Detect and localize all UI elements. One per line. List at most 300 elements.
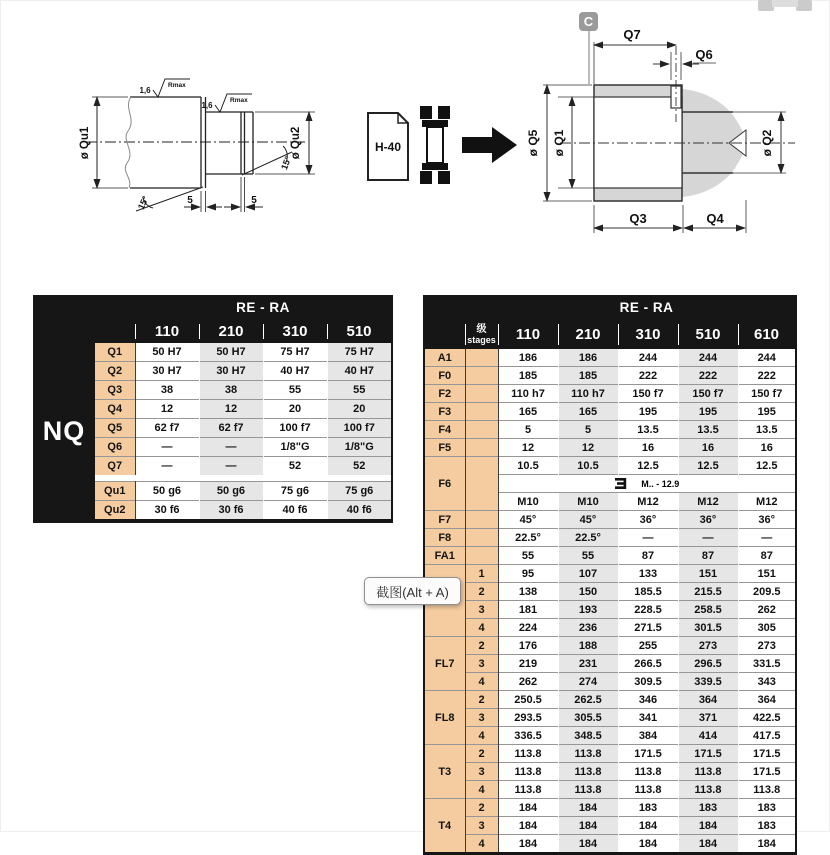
h40-document-icon [368,113,408,180]
value-cell: 75 H7 [327,343,391,362]
value-cell: 110 h7 [498,385,558,403]
value-cell: — [199,457,263,476]
value-cell: 222 [618,367,678,385]
value-cell: 224 [498,619,558,637]
table-row [425,439,795,457]
row-label: F7 [425,511,465,529]
row-label: Q7 [95,457,135,476]
table-row [425,583,795,601]
stages-header-cn: 级 [476,323,487,335]
clipped-coupling-icon [758,0,812,11]
value-cell: 414 [678,727,738,745]
left-data-table [95,295,391,519]
value-cell: 185 [558,367,618,385]
value-cell: 171.5 [618,745,678,763]
value-cell: 12.5 [678,457,738,475]
value-cell: 183 [738,817,795,835]
value-cell: 20 [327,400,391,419]
value-cell: 40 f6 [327,501,391,520]
value-cell: 165 [498,403,558,421]
h40-label: H-40 [374,140,402,154]
value-cell: 113.8 [498,745,558,763]
value-cell: 331.5 [738,655,795,673]
roughness-suffix: Rmax [230,97,248,104]
column-header: 210 [199,320,263,343]
table-row [425,835,795,853]
stage-number-cell: 4 [465,727,498,745]
table-title-row [425,295,795,320]
value-cell: — [678,529,738,547]
table-row [425,349,795,367]
value-cell: 184 [558,799,618,817]
value-cell: 185.5 [618,583,678,601]
stage-cell [465,349,498,367]
value-cell: 40 H7 [327,362,391,381]
row-label: Q5 [95,419,135,438]
column-header: 310 [263,320,327,343]
table-row [425,637,795,655]
table-row [95,457,391,476]
value-cell: 184 [678,817,738,835]
value-cell: 62 f7 [135,419,199,438]
value-cell: 40 f6 [263,501,327,520]
value-cell: 38 [135,381,199,400]
row-label: Qu1 [95,482,135,501]
dim-q4-label: Q4 [706,211,724,226]
row-label: F4 [425,421,465,439]
value-cell: 266.5 [618,655,678,673]
stage-number-cell: 4 [465,619,498,637]
value-cell: 339.5 [678,673,738,691]
value-cell: 107 [558,565,618,583]
stage-number-cell: 2 [465,583,498,601]
value-cell: 341 [618,709,678,727]
stage-cell [465,367,498,385]
stage-cell [465,547,498,565]
value-cell: 186 [558,349,618,367]
stage-number-cell: 4 [465,835,498,853]
row-label: Q2 [95,362,135,381]
value-cell: 30 f6 [199,501,263,520]
column-header: 610 [738,320,795,349]
value-cell: 309.5 [618,673,678,691]
value-cell: 293.5 [498,709,558,727]
row-label: F3 [425,403,465,421]
dim-qu1-label: ø Qu1 [79,126,91,160]
table-row [95,381,391,400]
value-cell: 228.5 [618,601,678,619]
table-row [425,457,795,475]
row-label: F2 [425,385,465,403]
value-cell: 87 [738,547,795,565]
value-cell: 52 [263,457,327,476]
right-arrow-icon [462,127,517,163]
value-cell: 12.5 [618,457,678,475]
value-cell: 215.5 [678,583,738,601]
bolt-class-text: M.. - 12.9 [641,478,680,489]
value-cell: 13.5 [678,421,738,439]
hub-drawing [526,12,795,233]
value-cell: 22.5° [498,529,558,547]
row-label: F8 [425,529,465,547]
value-cell: 364 [678,691,738,709]
roughness-label: 1,6 [139,86,151,95]
marker-c-label: C [583,14,594,29]
value-cell: 113.8 [558,745,618,763]
value-cell: 20 [263,400,327,419]
value-cell: 1/8"G [263,438,327,457]
column-header: 210 [558,320,618,349]
value-cell: 364 [738,691,795,709]
value-cell: 40 H7 [263,362,327,381]
value-cell: 184 [498,817,558,835]
value-cell: 30 H7 [135,362,199,381]
group-row-label: FL8 [425,691,465,745]
row-label: Q1 [95,343,135,362]
chamfer-angle-label: 15° [135,194,151,212]
value-cell: 184 [558,835,618,853]
table-row [425,763,795,781]
value-cell: 371 [678,709,738,727]
value-cell: 273 [678,637,738,655]
value-cell: — [618,529,678,547]
value-cell: 184 [498,799,558,817]
value-cell: 10.5 [498,457,558,475]
bolt-icon [614,478,627,489]
value-cell: 231 [558,655,618,673]
value-cell: 336.5 [498,727,558,745]
value-cell: 219 [498,655,558,673]
bolt-class-note [499,478,796,489]
table-title: RE - RA [619,300,674,315]
value-cell: 30 f6 [135,501,199,520]
value-cell: 12.5 [738,457,795,475]
table-row [95,438,391,457]
value-cell: 138 [498,583,558,601]
value-cell: 274 [558,673,618,691]
corner-cell [95,320,135,343]
table-row [425,619,795,637]
value-cell: 262 [738,601,795,619]
value-cell: 183 [678,799,738,817]
corner-cell [425,295,498,320]
value-cell: 55 [263,381,327,400]
table-row [425,385,795,403]
value-cell: 236 [558,619,618,637]
value-cell: 55 [558,547,618,565]
value-cell: 150 f7 [678,385,738,403]
stage-number-cell: 3 [465,655,498,673]
stage-cell [465,511,498,529]
table-row [425,529,795,547]
value-cell: 244 [738,349,795,367]
value-cell: 184 [738,835,795,853]
value-cell: 36° [738,511,795,529]
value-cell: 95 [498,565,558,583]
column-header: 110 [498,320,558,349]
value-cell: 195 [678,403,738,421]
column-header: 510 [327,320,391,343]
value-cell: 222 [738,367,795,385]
stage-number-cell: 2 [465,745,498,763]
table-row [425,511,795,529]
row-label: F6 [425,457,465,511]
value-cell: 55 [327,381,391,400]
tooltip-label: 截图(Alt + A) [376,584,449,600]
stage-number-cell: 1 [465,565,498,583]
stages-column-header [465,320,498,349]
value-cell: 133 [618,565,678,583]
value-cell: 36° [678,511,738,529]
value-cell: 222 [678,367,738,385]
value-cell: 38 [199,381,263,400]
column-header-row [425,320,795,349]
column-header: 510 [678,320,738,349]
table-row [95,482,391,501]
value-cell: 75 H7 [263,343,327,362]
value-cell: 184 [678,835,738,853]
value-cell: — [738,529,795,547]
value-cell: 171.5 [738,745,795,763]
value-cell: 75 g6 [327,482,391,501]
table-title: RE - RA [236,300,290,315]
dim-q1-label: ø Q1 [552,129,566,157]
value-cell: 113.8 [618,781,678,799]
value-cell: 273 [738,637,795,655]
value-cell: 184 [558,817,618,835]
value-cell: 301.5 [678,619,738,637]
value-cell: 62 f7 [199,419,263,438]
value-cell: 209.5 [738,583,795,601]
row-label: Q6 [95,438,135,457]
value-cell: 13.5 [618,421,678,439]
value-cell: — [199,438,263,457]
value-cell: 181 [498,601,558,619]
value-cell: 183 [738,799,795,817]
value-cell: 12 [135,400,199,419]
value-cell: 30 H7 [199,362,263,381]
value-cell: 16 [618,439,678,457]
value-cell: 12 [199,400,263,419]
value-cell: M12 [678,493,738,511]
row-label: Qu2 [95,501,135,520]
right-data-table [425,295,795,852]
value-cell: 150 f7 [618,385,678,403]
table-row [95,501,391,520]
table-row [425,547,795,565]
value-cell: 12 [498,439,558,457]
table-row [425,781,795,799]
stage-cell [465,439,498,457]
corner-cell [95,295,135,320]
value-cell: 16 [678,439,738,457]
value-cell: 184 [498,835,558,853]
value-cell: 176 [498,637,558,655]
table-title-row [95,295,391,320]
table-row [425,745,795,763]
table-row [95,400,391,419]
table-row [425,727,795,745]
value-cell: 113.8 [558,781,618,799]
stage-cell [465,529,498,547]
table-row [425,691,795,709]
stages-header-en: stages [467,334,496,345]
table-row [425,655,795,673]
value-cell: 87 [618,547,678,565]
value-cell: 296.5 [678,655,738,673]
coupling-element-icon [420,106,450,184]
value-cell: 113.8 [498,781,558,799]
value-cell: 188 [558,637,618,655]
value-cell: 110 h7 [558,385,618,403]
value-cell: 75 g6 [263,482,327,501]
value-cell: 244 [618,349,678,367]
value-cell: 113.8 [738,781,795,799]
value-cell: 10.5 [558,457,618,475]
dim-qu2-label: ø Qu2 [290,126,302,160]
value-cell: 195 [618,403,678,421]
dim-q3-label: Q3 [629,211,647,226]
roughness-suffix: Rmax [168,82,186,89]
stage-number-cell: 2 [465,691,498,709]
flange-dimensions-table [423,295,797,855]
table-row [95,419,391,438]
value-cell: 193 [558,601,618,619]
value-cell: 13.5 [738,421,795,439]
stage-cell [465,457,498,511]
value-cell: 183 [618,799,678,817]
table-row [425,367,795,385]
value-cell: 384 [618,727,678,745]
value-cell: 113.8 [558,763,618,781]
table-corner-label-nq: NQ [42,415,86,446]
stage-cell [465,403,498,421]
value-cell: 52 [327,457,391,476]
value-cell: 113.8 [498,763,558,781]
value-cell: 5 [498,421,558,439]
chamfer-angle-label: 15° [279,154,294,172]
value-cell: M12 [738,493,795,511]
technical-drawing [0,0,830,272]
stage-number-cell: 4 [465,673,498,691]
value-cell: 305.5 [558,709,618,727]
value-cell: 244 [678,349,738,367]
row-label: A1 [425,349,465,367]
value-cell: 305 [738,619,795,637]
column-header: 110 [135,320,199,343]
value-cell: 113.8 [618,763,678,781]
value-cell: 184 [618,835,678,853]
column-header: 310 [618,320,678,349]
stage-number-cell: 3 [465,763,498,781]
value-cell: 55 [498,547,558,565]
row-label: Q3 [95,381,135,400]
value-cell: 113.8 [678,781,738,799]
stage-number-cell: 2 [465,799,498,817]
value-cell: 262 [498,673,558,691]
stage-cell [465,421,498,439]
value-cell: 1/8"G [327,438,391,457]
length-5-label: 5 [187,195,193,206]
group-row-label: FL7 [425,637,465,691]
value-cell: 16 [738,439,795,457]
corner-cell [425,320,465,349]
value-cell: 151 [678,565,738,583]
value-cell: 417.5 [738,727,795,745]
row-label: Q4 [95,400,135,419]
row-label: F5 [425,439,465,457]
stage-number-cell: 4 [465,781,498,799]
value-cell: 45° [558,511,618,529]
table-row [425,799,795,817]
value-cell: 5 [558,421,618,439]
bolt-class-note-cell [498,475,795,493]
value-cell: 195 [738,403,795,421]
shaft-drawing [79,79,315,212]
value-cell: 12 [558,439,618,457]
table-row [425,673,795,691]
value-cell: 262.5 [558,691,618,709]
stage-number-cell: 3 [465,709,498,727]
value-cell: 343 [738,673,795,691]
row-label: F0 [425,367,465,385]
value-cell: 171.5 [738,763,795,781]
value-cell: 36° [618,511,678,529]
value-cell: 346 [618,691,678,709]
stage-number-cell: 3 [465,817,498,835]
value-cell: 271.5 [618,619,678,637]
value-cell: M10 [558,493,618,511]
dim-q6-label: Q6 [695,47,713,62]
value-cell: 150 [558,583,618,601]
value-cell: 171.5 [678,745,738,763]
value-cell: M10 [498,493,558,511]
value-cell: 255 [618,637,678,655]
table-row [425,709,795,727]
column-header-row [95,320,391,343]
value-cell: 50 g6 [135,482,199,501]
value-cell: 151 [738,565,795,583]
value-cell: 186 [498,349,558,367]
nq-dimensions-table [33,295,393,523]
value-cell: 250.5 [498,691,558,709]
value-cell: M12 [618,493,678,511]
value-cell: 87 [678,547,738,565]
dim-q5-label: ø Q5 [526,129,540,157]
table-row [425,421,795,439]
value-cell: 348.5 [558,727,618,745]
length-5-label: 5 [251,195,257,206]
table-row [95,343,391,362]
value-cell: 258.5 [678,601,738,619]
value-cell: 422.5 [738,709,795,727]
row-label: FA1 [425,547,465,565]
stage-number-cell: 3 [465,601,498,619]
table-row [95,362,391,381]
value-cell: 165 [558,403,618,421]
value-cell: 45° [498,511,558,529]
screenshot-tool-tooltip[interactable] [364,577,461,605]
value-cell: 50 H7 [199,343,263,362]
value-cell: 184 [618,817,678,835]
value-cell: — [135,457,199,476]
value-cell: 50 g6 [199,482,263,501]
stage-number-cell: 2 [465,637,498,655]
stage-cell [465,385,498,403]
value-cell: 150 f7 [738,385,795,403]
value-cell: 185 [498,367,558,385]
group-row-label: T4 [425,799,465,853]
